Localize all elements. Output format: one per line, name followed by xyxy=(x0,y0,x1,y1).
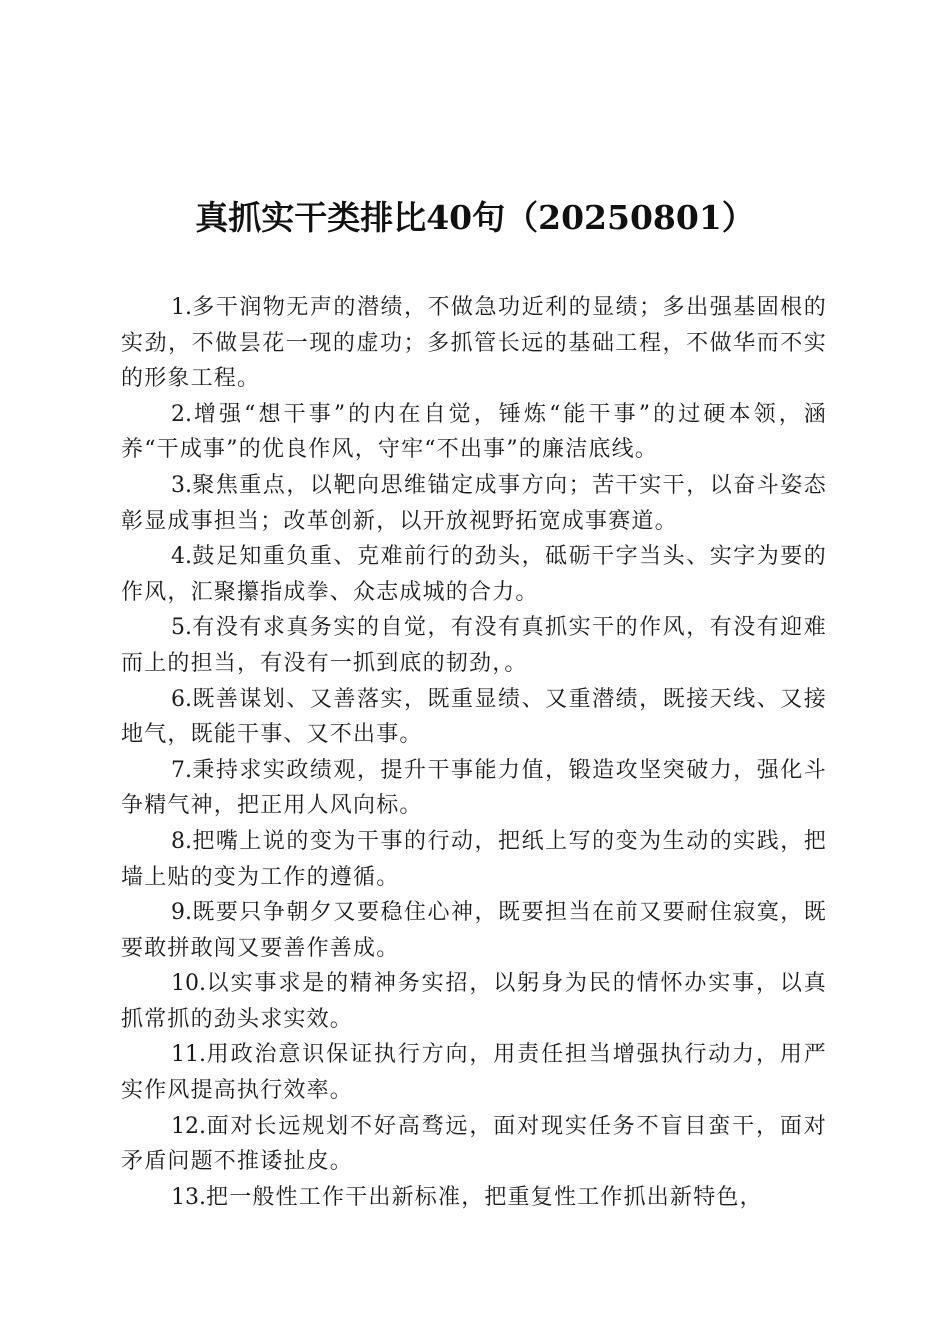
paragraph-text: 既善谋划、又善落实，既重显绩、又重潜绩，既接天线、又接地气，既能干事、又不出事。 xyxy=(121,686,827,748)
paragraph-text: 增强“想干事”的内在自觉，锤炼“能干事”的过硬本领，涵养“干成事”的优良作风，守牢“不出事”的廉洁底线。 xyxy=(121,401,827,463)
paragraph-number: 5. xyxy=(171,615,192,641)
paragraph-12 xyxy=(121,1109,827,1180)
paragraph-1 xyxy=(121,290,827,397)
paragraph-text: 鼓足知重负重、克难前行的劲头，砥砺干字当头、实字为要的作风，汇聚攥指成拳、众志成城的合力。 xyxy=(121,544,827,605)
paragraph-number: 3. xyxy=(171,472,192,498)
paragraph-7 xyxy=(121,753,827,824)
paragraph-6 xyxy=(121,682,827,753)
paragraph-5 xyxy=(121,610,827,681)
paragraph-number: 10. xyxy=(171,971,206,997)
paragraph-text: 有没有求真务实的自觉，有没有真抓实干的作风，有没有迎难而上的担当，有没有一抓到底的韧劲，。 xyxy=(121,615,827,676)
paragraph-number: 7. xyxy=(171,757,192,783)
paragraph-text: 把一般性工作干出新标准，把重复性工作抓出新特色， xyxy=(206,1184,763,1210)
paragraph-3 xyxy=(121,468,827,539)
paragraph-number: 1. xyxy=(171,295,192,320)
paragraph-number: 9. xyxy=(171,900,192,926)
paragraph-4 xyxy=(121,539,827,610)
paragraph-number: 11. xyxy=(171,1042,206,1068)
paragraph-number: 6. xyxy=(171,686,192,712)
paragraph-text: 以实事求是的精神务实招，以躬身为民的情怀办实事，以真抓常抓的劲头求实效。 xyxy=(121,971,827,1032)
paragraph-11 xyxy=(121,1037,827,1108)
paragraph-9 xyxy=(121,895,827,966)
paragraph-number: 8. xyxy=(171,828,192,854)
paragraph-number: 13. xyxy=(171,1184,206,1210)
document-title: 真抓实干类排比40句（20250801） xyxy=(195,198,755,237)
paragraph-text: 用政治意识保证执行方向，用责任担当增强执行动力，用严实作风提高执行效率。 xyxy=(121,1042,827,1104)
document-body xyxy=(121,290,827,1215)
paragraph-8 xyxy=(121,824,827,895)
paragraph-number: 4. xyxy=(171,544,192,570)
paragraph-text: 面对长远规划不好高骛远，面对现实任务不盲目蛮干，面对矛盾问题不推诿扯皮。 xyxy=(121,1113,827,1175)
paragraph-number: 2. xyxy=(171,401,192,427)
paragraph-text: 多干润物无声的潜绩，不做急功近利的显绩；多出强基固根的实劲，不做昙花一现的虚功；多抓管长远的基础工程，不做华而不实的形象工程。 xyxy=(121,295,827,392)
paragraph-2 xyxy=(121,397,827,468)
paragraph-text: 聚焦重点，以靶向思维锚定成事方向；苦干实干，以奋斗姿态彰显成事担当；改革创新，以开放视野拓宽成事赛道。 xyxy=(121,472,827,534)
paragraph-number: 12. xyxy=(171,1113,206,1139)
paragraph-text: 既要只争朝夕又要稳住心神，既要担当在前又要耐住寂寞，既要敢拼敢闯又要善作善成。 xyxy=(121,900,827,961)
paragraph-text: 秉持求实政绩观，提升干事能力值，锻造攻坚突破力，强化斗争精气神，把正用人风向标。 xyxy=(121,757,827,819)
paragraph-13 xyxy=(121,1180,827,1216)
paragraph-text: 把嘴上说的变为干事的行动，把纸上写的变为生动的实践，把墙上贴的变为工作的遵循。 xyxy=(121,828,827,890)
paragraph-10 xyxy=(121,966,827,1037)
